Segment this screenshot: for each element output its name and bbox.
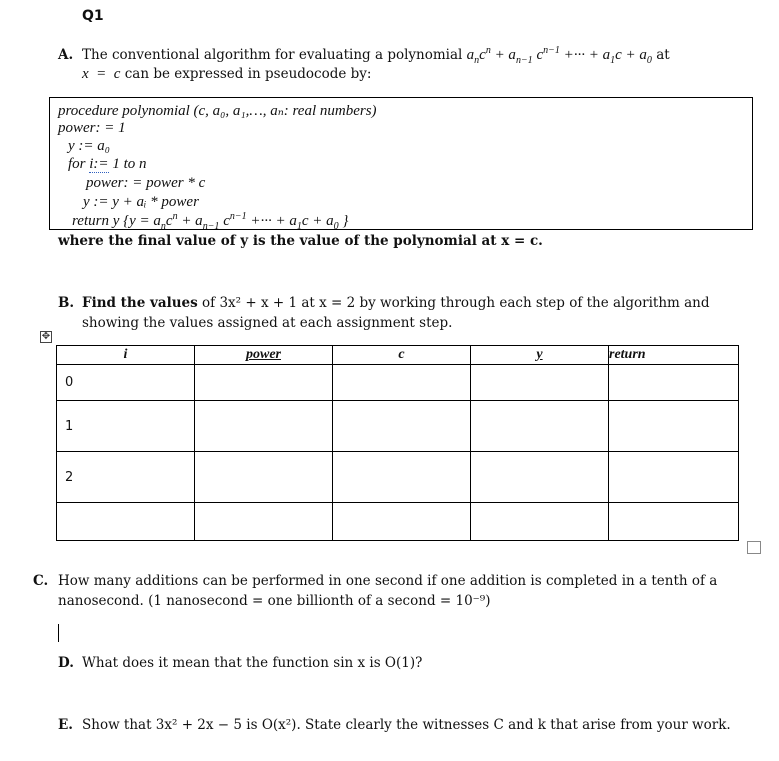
- table-cell[interactable]: [333, 401, 471, 452]
- part-b-line1: [82, 295, 710, 311]
- code-line-procedure: procedure polynomial (c, a₀, a₁,…, aₙ: real numbers): [58, 103, 377, 119]
- table-cell[interactable]: [471, 452, 609, 503]
- table-row: [57, 452, 739, 503]
- code-for-var: i:=: [89, 156, 109, 172]
- table-cell[interactable]: 2: [57, 452, 195, 503]
- part-a-line2-post: can be expressed in pseudocode by:: [124, 66, 372, 82]
- code-for-keyword: for: [68, 156, 86, 172]
- polynomial-expression: $a_nc^n + a_{n-1}$ $c^{n-1}$ +··· + $a_1c + a_0$: [466, 45, 652, 66]
- part-c-line1: How many additions can be performed in one second if one addition is completed in a tenth of a: [58, 573, 718, 589]
- code-line-return: return y {$y = a_nc^n + a_{n-1}$ $c^{n-1}$ +··· + $a_1c + a_0$ }: [72, 211, 349, 232]
- table-row: [57, 503, 739, 541]
- table-cell[interactable]: [609, 401, 739, 452]
- table-cell[interactable]: [195, 452, 333, 503]
- table-cell[interactable]: [333, 503, 471, 541]
- header-y: y: [471, 346, 609, 365]
- table-cell[interactable]: [471, 503, 609, 541]
- table-cell[interactable]: [333, 452, 471, 503]
- x-equals-c: x = c: [82, 66, 121, 82]
- table-row: [57, 365, 739, 401]
- table-cell[interactable]: [609, 365, 739, 401]
- text-cursor: [58, 624, 59, 642]
- table-cell[interactable]: [471, 401, 609, 452]
- part-b-text1: of 3x² + x + 1 at x = 2 by working through each step of the algorithm and: [202, 295, 710, 311]
- header-power: power: [195, 346, 333, 365]
- header-i: i: [57, 346, 195, 365]
- part-b-bold: Find the values: [82, 295, 198, 311]
- part-a-line1-post: at: [656, 47, 670, 63]
- table-move-icon[interactable]: ✥: [41, 331, 51, 342]
- part-d-text: What does it mean that the function sin x is O(1)?: [82, 655, 423, 671]
- pseudocode-box: [49, 97, 753, 230]
- part-d-label: D.: [58, 655, 74, 671]
- header-c: c: [333, 346, 471, 365]
- part-e-label: E.: [58, 717, 73, 733]
- part-c-label: C.: [33, 573, 49, 589]
- table-cell[interactable]: [57, 503, 195, 541]
- table-cell[interactable]: 0: [57, 365, 195, 401]
- header-return: return: [609, 346, 739, 365]
- part-b-label: B.: [58, 295, 75, 311]
- table-cell[interactable]: [333, 365, 471, 401]
- table-row: [57, 401, 739, 452]
- table-cell[interactable]: [195, 503, 333, 541]
- part-a-footer: where the final value of y is the value of the polynomial at x = c.: [58, 233, 543, 249]
- table-cell[interactable]: [609, 503, 739, 541]
- algorithm-table: [56, 345, 739, 541]
- part-e-text: Show that 3x² + 2x − 5 is O(x²). State clearly the witnesses C and k that arise from your work.: [82, 717, 731, 733]
- part-c-line2: nanosecond. (1 nanosecond = one billionth of a second = 10⁻⁹): [58, 593, 491, 609]
- table-header-row: [57, 346, 739, 365]
- table-cell[interactable]: [195, 401, 333, 452]
- code-line-y-update: y := y + aᵢ * power: [83, 194, 199, 210]
- table-cell[interactable]: [471, 365, 609, 401]
- table-cell[interactable]: [195, 365, 333, 401]
- code-for-rest: 1 to n: [108, 156, 147, 172]
- code-return-post: }: [342, 213, 349, 229]
- code-line-y-init: y := a₀: [68, 138, 110, 154]
- code-line-power-init: power: = 1: [58, 120, 126, 136]
- code-line-power-update: power: = power * c: [86, 175, 206, 191]
- part-b-line2: showing the values assigned at each assignment step.: [82, 315, 453, 331]
- table-resize-handle[interactable]: [747, 541, 761, 554]
- table-cell[interactable]: 1: [57, 401, 195, 452]
- part-a-label: A.: [58, 47, 74, 63]
- part-a-line1: [82, 45, 670, 66]
- table-cell[interactable]: [609, 452, 739, 503]
- question-title: Q1: [82, 8, 104, 24]
- part-a-line1-pre: The conventional algorithm for evaluating a polynomial: [82, 47, 463, 63]
- part-a-line2: [82, 66, 371, 83]
- code-line-for: [68, 156, 146, 173]
- code-return-pre: return y {y =: [72, 213, 154, 229]
